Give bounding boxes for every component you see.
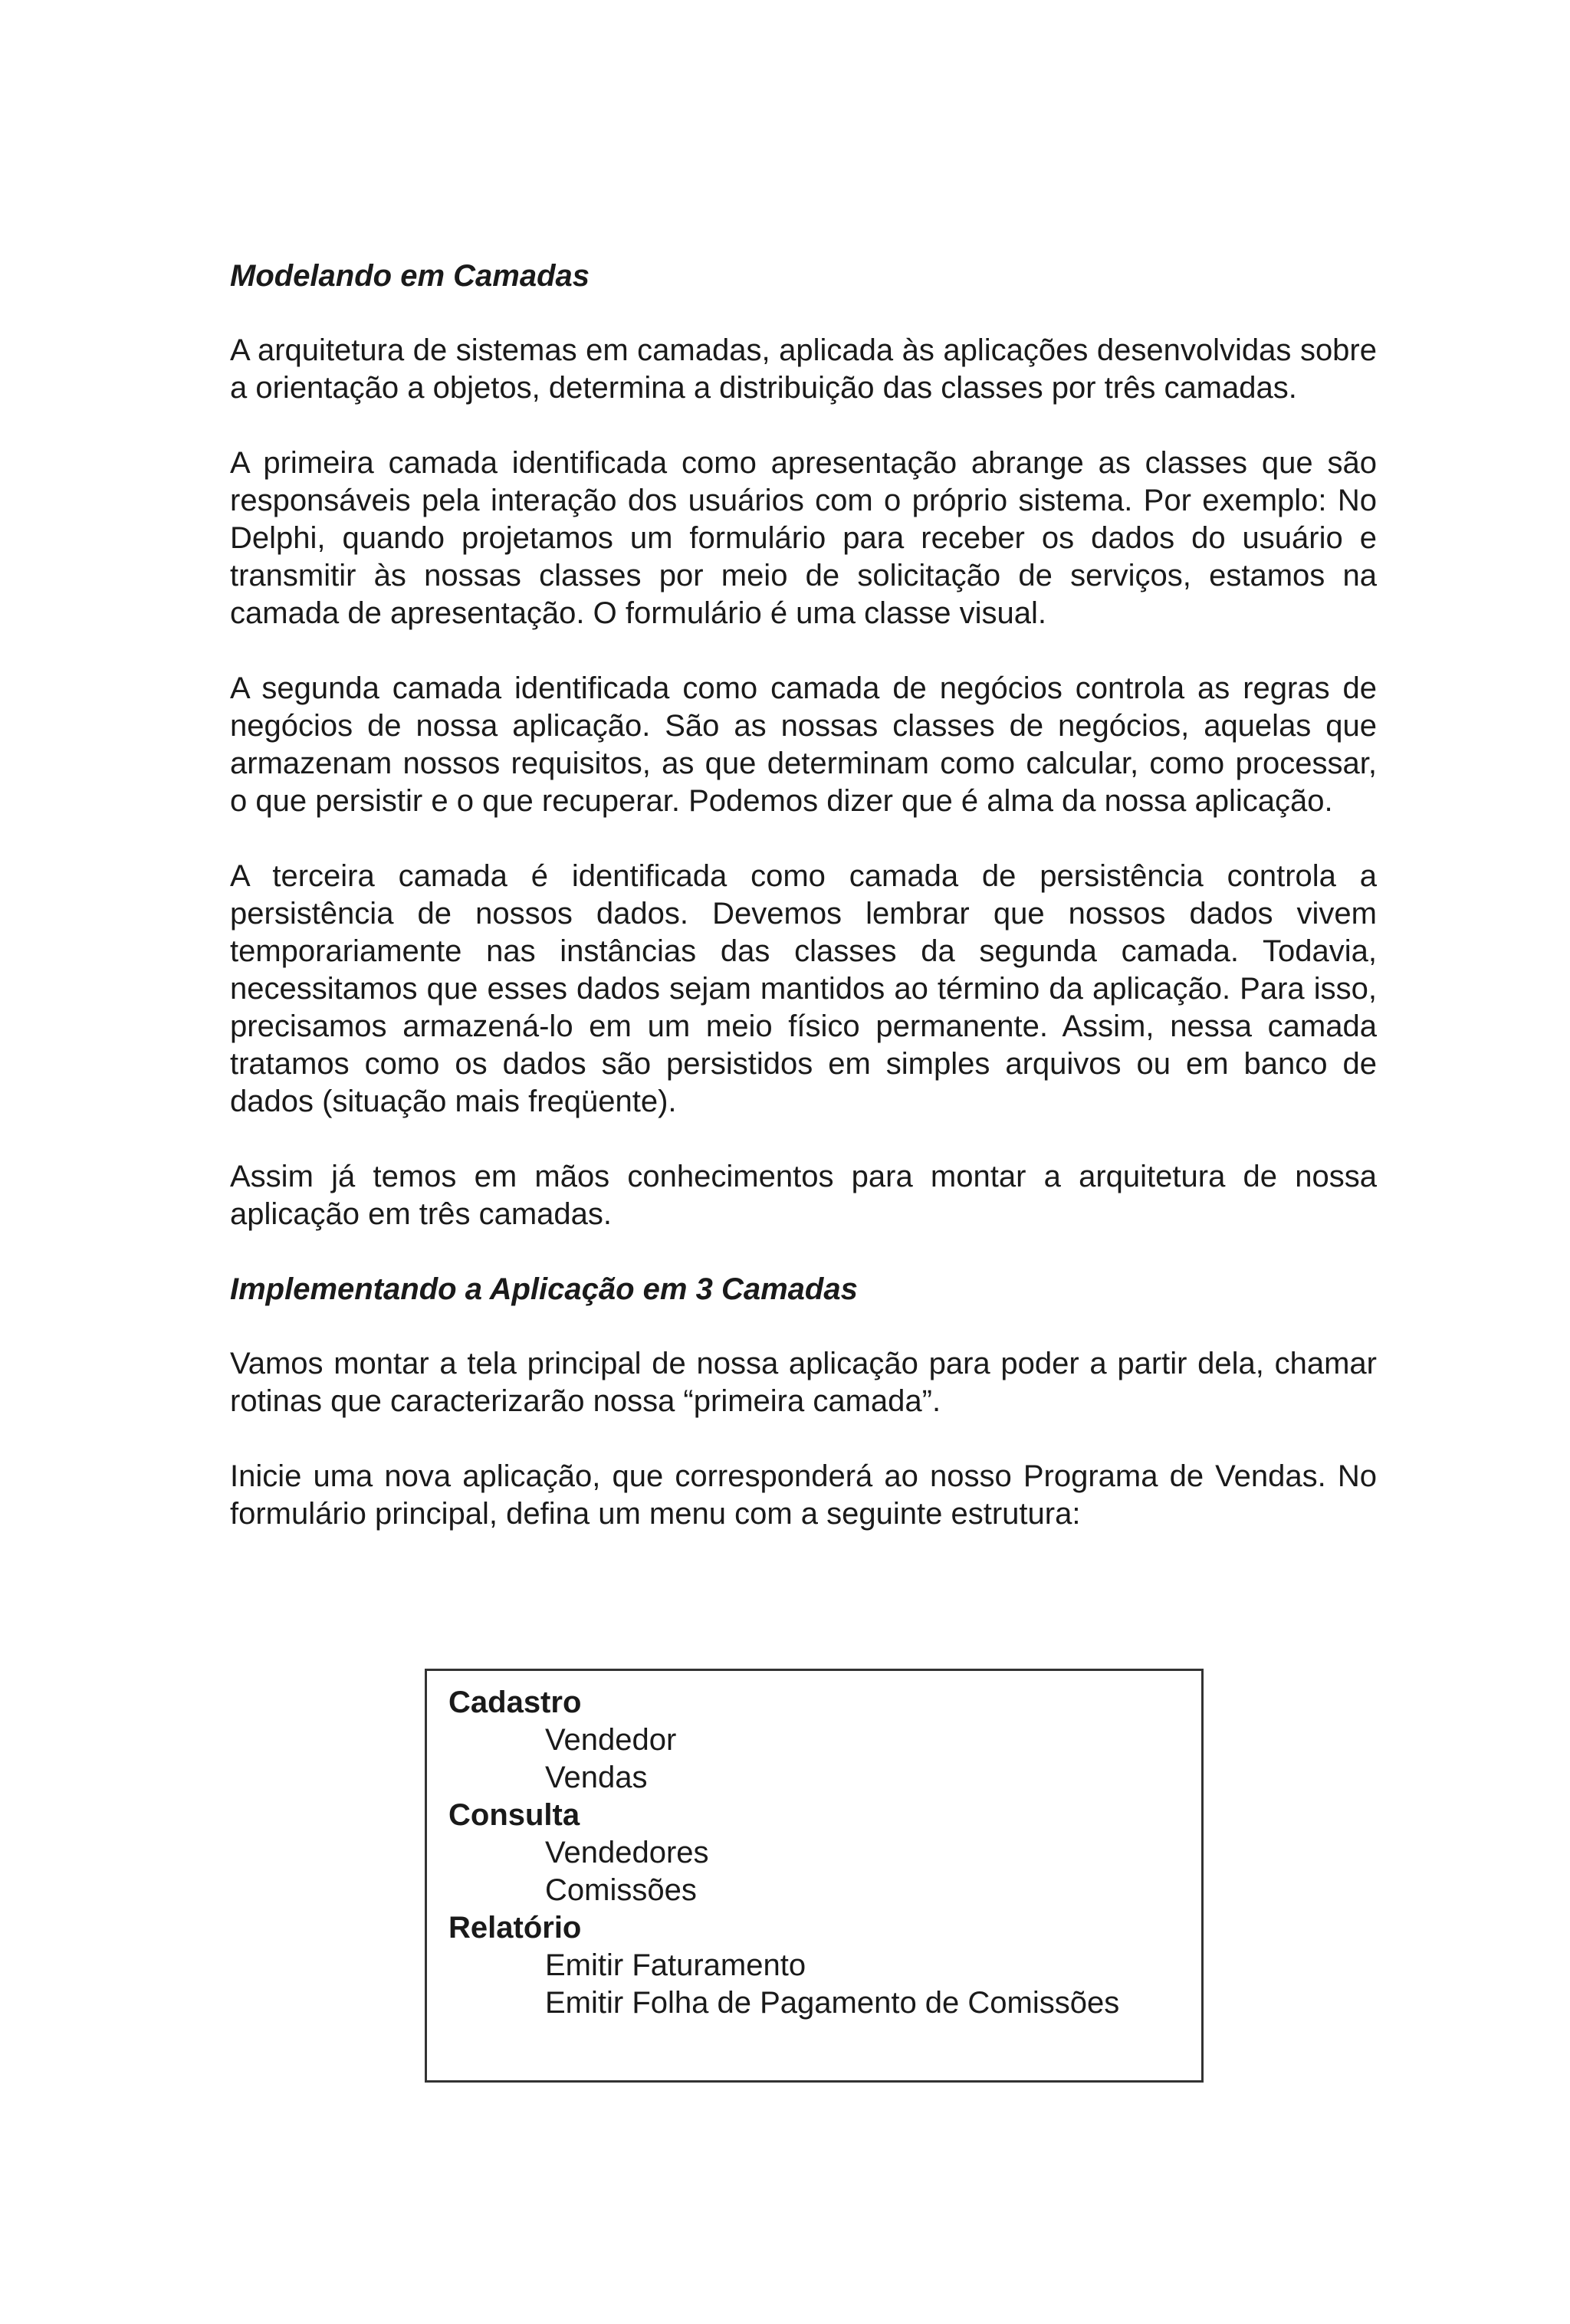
menu-item: Comissões (545, 1873, 697, 1907)
menu-group-consulta (448, 1797, 1201, 1909)
menu-item: Vendedor (545, 1723, 677, 1757)
paragraph: A segunda camada identificada como camada de negócios controla as regras de negócios de nossa aplicação. São as nossas classes de negócios, aquelas que armazenam nossos requisitos, as que determinam como calcular, como processar, o que persistir e o que recuperar. Podemos dizer que é alma da nossa aplicação. (230, 671, 1377, 818)
document-body (230, 258, 1377, 1571)
menu-item: Emitir Faturamento (545, 1948, 806, 1982)
menu-group-relatorio (448, 1909, 1201, 2022)
paragraph: A arquitetura de sistemas em camadas, aplicada às aplicações desenvolvidas sobre a orientação a objetos, determina a distribuição das classes por três camadas. (230, 333, 1377, 405)
menu-structure-box (425, 1669, 1204, 2083)
paragraph: A primeira camada identificada como apresentação abrange as classes que são responsáveis pela interação dos usuários com o próprio sistema. Por exemplo: No Delphi, quando projetamos um formulário para receber os dados do usuário e transmitir às nossas classes por meio de solicitação de serviços, estamos na camada de apresentação. O formulário é uma classe visual. (230, 446, 1377, 630)
menu-item: Emitir Folha de Pagamento de Comissões (545, 1986, 1120, 2020)
paragraph: Vamos montar a tela principal de nossa aplicação para poder a partir dela, chamar rotinas que caracterizarão nossa “primeira camada”. (230, 1347, 1377, 1418)
menu-title: Relatório (448, 1911, 582, 1945)
paragraph: A terceira camada é identificada como camada de persistência controla a persistência de nossos dados. Devemos lembrar que nossos dados vivem temporariamente nas instâncias das classes da segunda camada. Todavia, necessitamos que esses dados sejam mantidos ao término da aplicação. Para isso, precisamos armazená-lo em um meio físico permanente. Assim, nessa camada tratamos como os dados são persistidos em simples arquivos ou em banco de dados (situação mais freqüente). (230, 859, 1377, 1118)
section-heading-implementando: Implementando a Aplicação em 3 Camadas (230, 1272, 858, 1306)
menu-title: Consulta (448, 1798, 580, 1832)
menu-item: Vendas (545, 1761, 648, 1794)
menu-title: Cadastro (448, 1686, 582, 1719)
menu-group-cadastro (448, 1684, 1201, 1797)
menu-item: Vendedores (545, 1836, 709, 1869)
paragraph: Inicie uma nova aplicação, que corresponderá ao nosso Programa de Vendas. No formulário principal, defina um menu com a seguinte estrutura: (230, 1459, 1377, 1531)
section-heading-modelando: Modelando em Camadas (230, 259, 590, 293)
paragraph: Assim já temos em mãos conhecimentos para montar a arquitetura de nossa aplicação em três camadas. (230, 1160, 1377, 1231)
